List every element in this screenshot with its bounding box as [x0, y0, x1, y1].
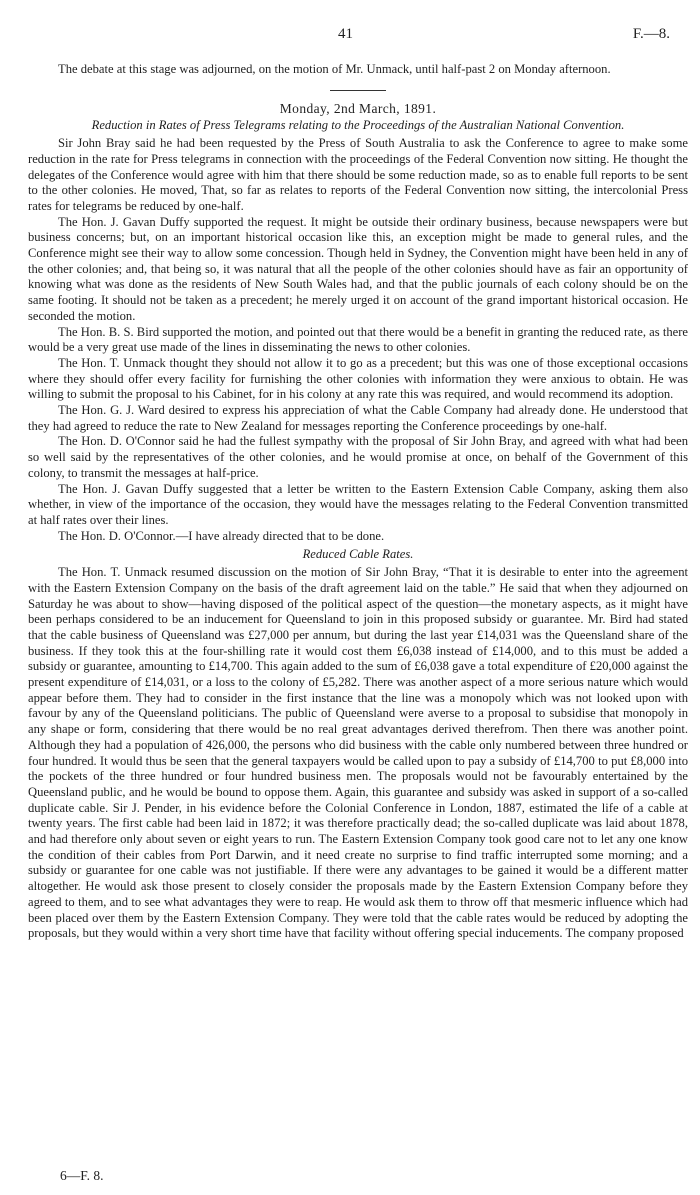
paragraph: The Hon. T. Unmack resumed discussion on the motion of Sir John Bray, “That it is desirable to enter into the agreement with the Eastern Extension Company on the basis of the draft agreement laid on the table.” He said that when they adjourned on Saturday he was about to show—having disposed of the political aspect of the question—the monetary aspects, as it might have been perhaps considered to be an inducement for Queensland to join in this proposed subsidy or guarantee. Mr. Bird had stated that the cable business of Queensland was £27,000 per annum, but during the last year £14,031 was the Queensland share of the business. If they took this at the four-shilling rate it would cost them £6,038 instead of £14,000, and to this must be added a subsidy or guarantee, amounting to £14,700. This again added to the sum of £6,038 gave a total expenditure of £20,000 against the present expenditure of £14,031, or a loss to the colony of £5,282. There was another aspect of a more serious nature which would appear before them. They had to consider in the first instance that the line was a monopoly which was not looked upon with favour by any of the Queensland politicians. The public of Queensland were averse to a proposal to subsidise that monopoly in any shape or form, considering that there would be no real great advantages derived therefrom. Then there was another point. Although they had a population of 426,000, the persons who did business with the cable only numbered between three hundred or four hundred. It would thus be seen that the general taxpayers would be called upon to pay a subsidy of £14,700 to put £8,000 into the pockets of the three hundred or four hundred business men. The proposals would not be favourably entertained by the Queensland public, and he would be bound to oppose them. Again, this guarantee and subsidy was asked in support of a so-called duplicate cable. Sir J. Pender, in his evidence before the Colonial Conference in London, 1887, estimated the life of a cable at twenty years. The first cable had been laid in 1872; it was therefore practically dead; the so-called duplicate was laid about 1878, and had therefore only about seven or eight years to run. The Eastern Extension Company took good care not to let any one know the condition of their cables from Port Darwin, and it need create no surprise to find traffic interrupted some morning; and a subsidy or guarantee for one cable was not justifiable. If there were any advantages to be gained it would be a different matter altogether. He would ask those present to closely consider the proposals made by the Eastern Extension Company before they agreed to them, and to see what advantages they were to reap. He would ask them to throw off that mesmeric influence which had been placed over them by the Eastern Extension Company. They were told that the cable rates would be reduced by adopting the proposals, but they would within a very short time have that facility without offering special inducements. The company proposed — [28, 565, 688, 941]
section-divider — [330, 90, 386, 91]
subheading: Reduced Cable Rates. — [302, 547, 414, 562]
paragraph: The Hon. J. Gavan Duffy supported the request. It might be outside their ordinary business, because newspapers were but business concerns; but, on an important historical occasion like this, an exception might be made to general rules, and the Conference might see their way to allow some concession. Though held in Sydney, the Convention might have been held in any of the other colonies; and, that being so, it was natural that all the people of the other colonies should have as fair an opportunity of knowing what was done as the residents of New South Wales had, and that the public journals of each colony should be on the same footing. It should not be taken as a precedent; he merely urged it on account of the grand important historical occasion. He seconded the motion. — [28, 214, 688, 323]
paragraph: The Hon. T. Unmack thought they should not allow it to go as a precedent; but this was one of those exceptional occasions where they should offer every facility for furnishing the other colonies with information they were anxious to obtain. He was willing to submit the proposal to his Cabinet, for in his colony at any rate this was required, and would recommend its adoption. — [28, 355, 688, 402]
paragraph: The Hon. G. J. Ward desired to express his appreciation of what the Cable Company had already done. He understood that they had agreed to reduce the rate to New Zealand for messages reporting the Conference proceedings by one-half. — [28, 403, 688, 433]
intro-paragraph: The debate at this stage was adjourned, on the motion of Mr. Unmack, until half-past 2 on Monday afternoon. — [58, 62, 611, 76]
paragraph: The Hon. J. Gavan Duffy suggested that a letter be written to the Eastern Extension Cable Company, asking them also whether, in view of the importance of the occasion, they would have the messages relating to the Federal Convention transmitted at half rates over their lines. — [28, 481, 688, 527]
paragraph: The Hon. D. O'Connor.—I have already directed that to be done. — [58, 528, 385, 543]
page-header — [0, 26, 700, 46]
date-heading: Monday, 2nd March, 1891. — [279, 100, 437, 116]
paragraph: The Hon. B. S. Bird supported the motion, and pointed out that there would be a benefit in granting the reduced rate, as there would be a very great use made of the lines in disseminating the news to other colonies. — [28, 324, 688, 355]
paragraph: The Hon. D. O'Connor said he had the fullest sympathy with the proposal of Sir John Bray, and agreed with what had been so well said by the representatives of the other colonies, and he would promise at once, on behalf of the Government of this colony, to transmit the messages at half-price. — [28, 434, 688, 480]
page-number: 41 — [338, 26, 353, 42]
section-title: Reduction in Rates of Press Telegrams relating to the Proceedings of the Australian National Convention. — [91, 118, 625, 133]
page-footer: 6—F. 8. — [60, 1168, 104, 1183]
document-body — [28, 62, 688, 942]
document-reference: F.—8. — [632, 26, 670, 42]
paragraph: Sir John Bray said he had been requested by the Press of South Australia to ask the Conference to agree to make some reduction in the rate for Press telegrams in connection with the proceedings of the Federal Convention now sitting. He thought the delegates of the Conference would agree with him that there should be some reduction made, so as to enable full reports to be sent to the other colonies. He moved, That, so far as relates to reports of the Federal Convention now sitting, the intercolonial Press rates for telegrams be reduced by one-half. — [28, 136, 688, 213]
